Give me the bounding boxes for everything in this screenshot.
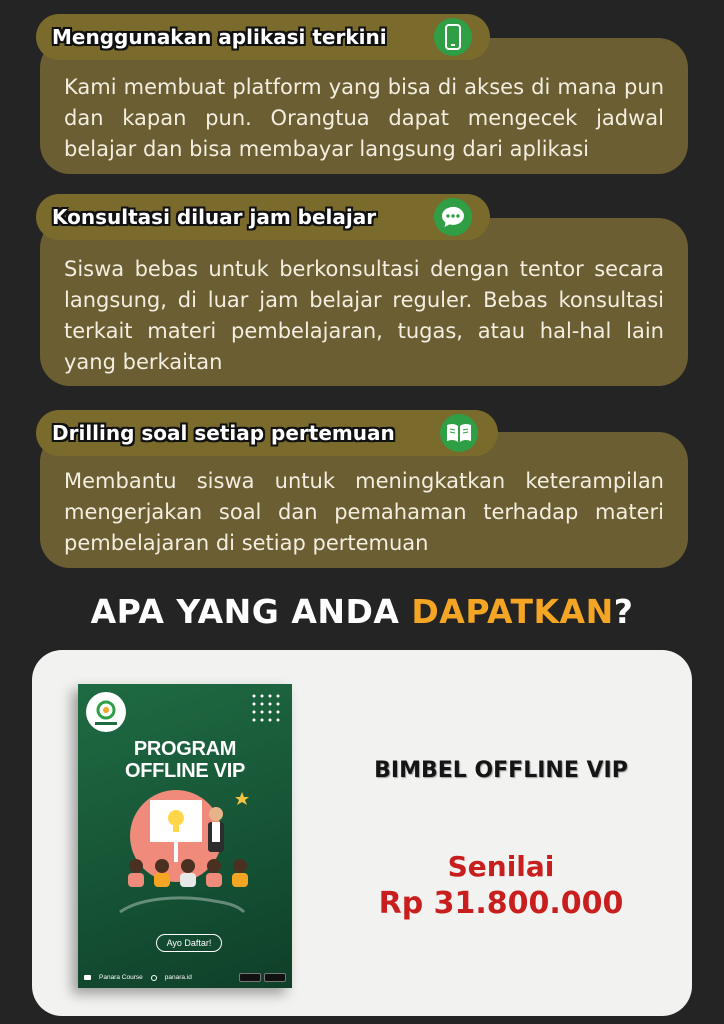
price-value: Rp 31.800.000 [378,886,624,921]
decorative-dots [250,692,284,726]
feature-card-consultation [40,218,688,386]
price-label: Senilai [447,850,555,883]
poster-footer [84,973,286,982]
headline-suffix: ? [613,592,634,631]
poster-title-line1: PROGRAM [133,738,237,760]
chat-bubble-icon [434,198,472,236]
feature-description: Kami membuat platform yang bisa di akses di mana pun dan kapan pun. Orangtua dapat mengecek jadwal belajar dan bisa membayar langsung dari aplikasi [64,75,664,161]
feature-title: Konsultasi diluar jam belajar [52,205,377,229]
feature-title: Drilling soal setiap pertemuan [52,421,395,445]
poster-title [78,738,292,782]
section-headline [0,592,724,631]
headline-prefix: APA YANG ANDA [90,592,412,631]
product-card [32,650,692,1016]
footer-site: panara.id [164,974,192,981]
feature-description: Membantu siswa untuk meningkatkan keterampilan mengerjakan soal dan pemahaman terhadap materi pembelajaran di setiap pertemuan [64,469,664,555]
open-book-icon [440,414,478,452]
product-name: BIMBEL OFFLINE VIP [374,758,628,783]
globe-icon [151,975,157,981]
feature-title: Menggunakan aplikasi terkini [52,25,387,49]
headline-accent: DAPATKAN [411,592,614,631]
google-play-badge[interactable] [264,973,286,982]
smartphone-icon [434,18,472,56]
classroom-illustration [90,784,280,924]
feature-title-pill-drilling [36,410,498,456]
youtube-icon [84,975,91,980]
store-badges [239,973,286,982]
poster-title-line2: OFFLINE VIP [124,760,246,782]
feature-description: Siswa bebas untuk berkonsultasi dengan tentor secara langsung, di luar jam belajar reguler. Bebas konsultasi terkait materi pembelajaran, tugas, atau hal-hal lain yang berkaitan [64,257,664,374]
feature-title-pill-consultation [36,194,490,240]
footer-channel: Panara Course [99,974,143,981]
program-poster [78,684,292,988]
app-store-badge[interactable] [239,973,261,982]
feature-title-pill-app [36,14,490,60]
register-button[interactable]: Ayo Daftar! [156,934,222,952]
logo-icon [86,692,126,732]
